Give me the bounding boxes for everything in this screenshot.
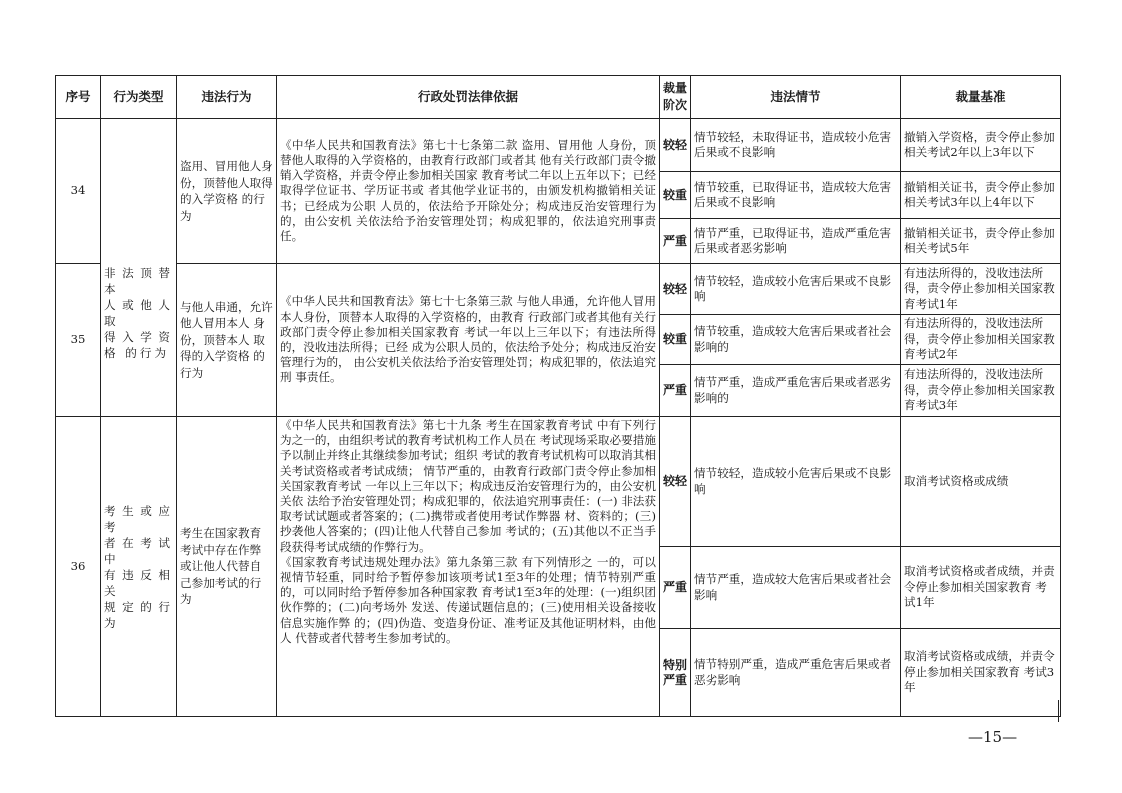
discretion-level: 较重 bbox=[660, 172, 691, 219]
discretion-standard: 取消考试资格或成绩 bbox=[901, 417, 1061, 547]
violation-behavior: 考生在国家教育 考试中存在作弊 或让他人代替自 己参加考试的行 为 bbox=[177, 417, 277, 717]
header-type: 行为类型 bbox=[101, 76, 177, 119]
discretion-standard: 取消考试资格或者成绩，并责令停止参加相关国家教育 考试1年 bbox=[901, 547, 1061, 629]
behavior-type: 考生或应考 者在考试中 有违反相关 规定的行为 bbox=[101, 417, 177, 717]
discretion-standard: 撤销相关证书，责令停止参加相关考试5年 bbox=[901, 219, 1061, 264]
header-situation: 违法情节 bbox=[691, 76, 901, 119]
behavior-type: 非法顶替本 人或他人取 得入学资格 的行为 bbox=[101, 264, 177, 417]
violation-situation: 情节较重，已取得证书，造成较大危害后果或不良影响 bbox=[691, 172, 901, 219]
discretion-level: 严重 bbox=[660, 219, 691, 264]
legal-basis-cell bbox=[277, 417, 660, 717]
violation-situation: 情节较轻，造成较小危害后果或不良影响 bbox=[691, 417, 901, 547]
violation-behavior: 与他人串通，允许他人冒用本人 身份，顶替本人 取得的入学资格 的行为 bbox=[177, 264, 277, 417]
discretion-level: 严重 bbox=[660, 365, 691, 417]
discretion-level: 严重 bbox=[660, 547, 691, 629]
header-behavior: 违法行为 bbox=[177, 76, 277, 119]
header-standard: 裁量基准 bbox=[901, 76, 1061, 119]
legal-basis: 《中华人民共和国教育法》第七十七条第二款 盗用、冒用他 人身份，顶替他人取得的入学资格的，由教育行政部门或者其 他有关行政部门责令撤销入学资格，并责令停止参加相关国家 教育考试二年以上五年以下；已经取得学位证书、学历证书或 者其他学业证书的，由颁发机构撤销相关证书；已经成为公职 人员的，依法给予开除处分；构成违反治安管理行为的，由公安机 关依法给予治安管理处罚；构成犯罪的，依法追究刑事责任。 bbox=[277, 119, 660, 264]
violation-situation: 情节严重，已取得证书，造成严重危害后果或者恶劣影响 bbox=[691, 219, 901, 264]
discretion-standard: 撤销入学资格，责令停止参加相关考试2年以上3年以下 bbox=[901, 119, 1061, 172]
table-row bbox=[56, 417, 1061, 547]
row-number: 35 bbox=[56, 264, 101, 417]
page-number: —15— bbox=[968, 728, 1018, 746]
table-header-row bbox=[56, 76, 1061, 119]
violation-situation: 情节较轻，未取得证书，造成较小危害后果或不良影响 bbox=[691, 119, 901, 172]
header-no: 序号 bbox=[56, 76, 101, 119]
row-number: 36 bbox=[56, 417, 101, 717]
violation-situation: 情节特别严重，造成严重危害后果或者恶劣影响 bbox=[691, 629, 901, 717]
violation-situation: 情节较重，造成较大危害后果或者社会影响的 bbox=[691, 315, 901, 365]
violation-situation: 情节严重，造成较大危害后果或者社会影响 bbox=[691, 547, 901, 629]
discretion-standard: 有违法所得的，没收违法所得，责令停止参加相关国家教育考试2年 bbox=[901, 315, 1061, 365]
penalty-table bbox=[55, 75, 1061, 717]
row-type-blank bbox=[101, 119, 177, 264]
legal-basis: 《中华人民共和国教育法》第七十九条 考生在国家教育考试 中有下列行为之一的，由组织考试的教育考试机构工作人员在 考试现场采取必要措施予以制止并终止其继续参加考试；组织 考试的教育考试机构可以取消其相关考试资格或者考试成绩； 情节严重的，由教育行政部门责令停止参加相关国家教育考试 一年以上三年以下；构成违反治安管理行为的，由公安机关依 法给予治安管理处罚；构成犯罪的，依法追究刑事责任：(一) 非法获取考试试题或者答案的；(二)携带或者使用考试作弊器 材、资料的；(三)抄袭他人答案的；(四)让他人代替自己参加 考试的；(五)其他以不正当手段获得考试成绩的作弊行为。 bbox=[280, 418, 656, 554]
discretion-level: 较重 bbox=[660, 315, 691, 365]
header-level: 裁量 阶次 bbox=[660, 76, 691, 119]
margin-rule bbox=[1058, 700, 1059, 722]
discretion-standard: 撤销相关证书，责令停止参加相关考试3年以上4年以下 bbox=[901, 172, 1061, 219]
violation-situation: 情节严重，造成严重危害后果或者恶劣影响的 bbox=[691, 365, 901, 417]
penalty-table-sheet bbox=[55, 75, 1060, 717]
discretion-level: 较轻 bbox=[660, 264, 691, 315]
violation-behavior: 盗用、冒用他人身份，顶替他人取得的入学资格 的行为 bbox=[177, 119, 277, 264]
table-row bbox=[56, 264, 1061, 315]
discretion-level: 较轻 bbox=[660, 119, 691, 172]
row-number: 34 bbox=[56, 119, 101, 264]
discretion-standard: 有违法所得的，没收违法所得，责令停止参加相关国家教育考试3年 bbox=[901, 365, 1061, 417]
discretion-standard: 取消考试资格或成绩，并责令停止参加相关国家教育 考试3年 bbox=[901, 629, 1061, 717]
violation-situation: 情节较轻，造成较小危害后果或不良影响 bbox=[691, 264, 901, 315]
table-row bbox=[56, 119, 1061, 172]
legal-basis-2: 《国家教育考试违规处理办法》第九条第三款 有下列情形之 一的，可以视情节轻重，同时给予暂停参加该项考试1至3年的处理；情节特别严重的，可以同时给予暂停参加各种国家教 育考试1至3年的处理：(一)组织团伙作弊的；(二)向考场外 发送、传递试题信息的；(三)使用相关设备接收信息实施作弊 的；(四)伪造、变造身份证、准考证及其他证明材料，由他人 代替或者代替考生参加考试的。 bbox=[280, 554, 656, 645]
discretion-standard: 有违法所得的，没收违法所得，责令停止参加相关国家教育考试1年 bbox=[901, 264, 1061, 315]
discretion-level: 较轻 bbox=[660, 417, 691, 547]
discretion-level: 特别 严重 bbox=[660, 629, 691, 717]
legal-basis: 《中华人民共和国教育法》第七十七条第三款 与他人串通，允许他人冒用本人身份，顶替本人取得的入学资格的，由教育 行政部门或者其他有关行政部门责令停止参加相关国家教育 考试一年以上三年以下；有违法所得的，没收违法所得；已经 成为公职人员的，依法给予处分；构成违反治安管理行为的， 由公安机关依法给予治安管理处罚；构成犯罪的，依法追究刑 事责任。 bbox=[277, 264, 660, 417]
header-basis: 行政处罚法律依据 bbox=[277, 76, 660, 119]
